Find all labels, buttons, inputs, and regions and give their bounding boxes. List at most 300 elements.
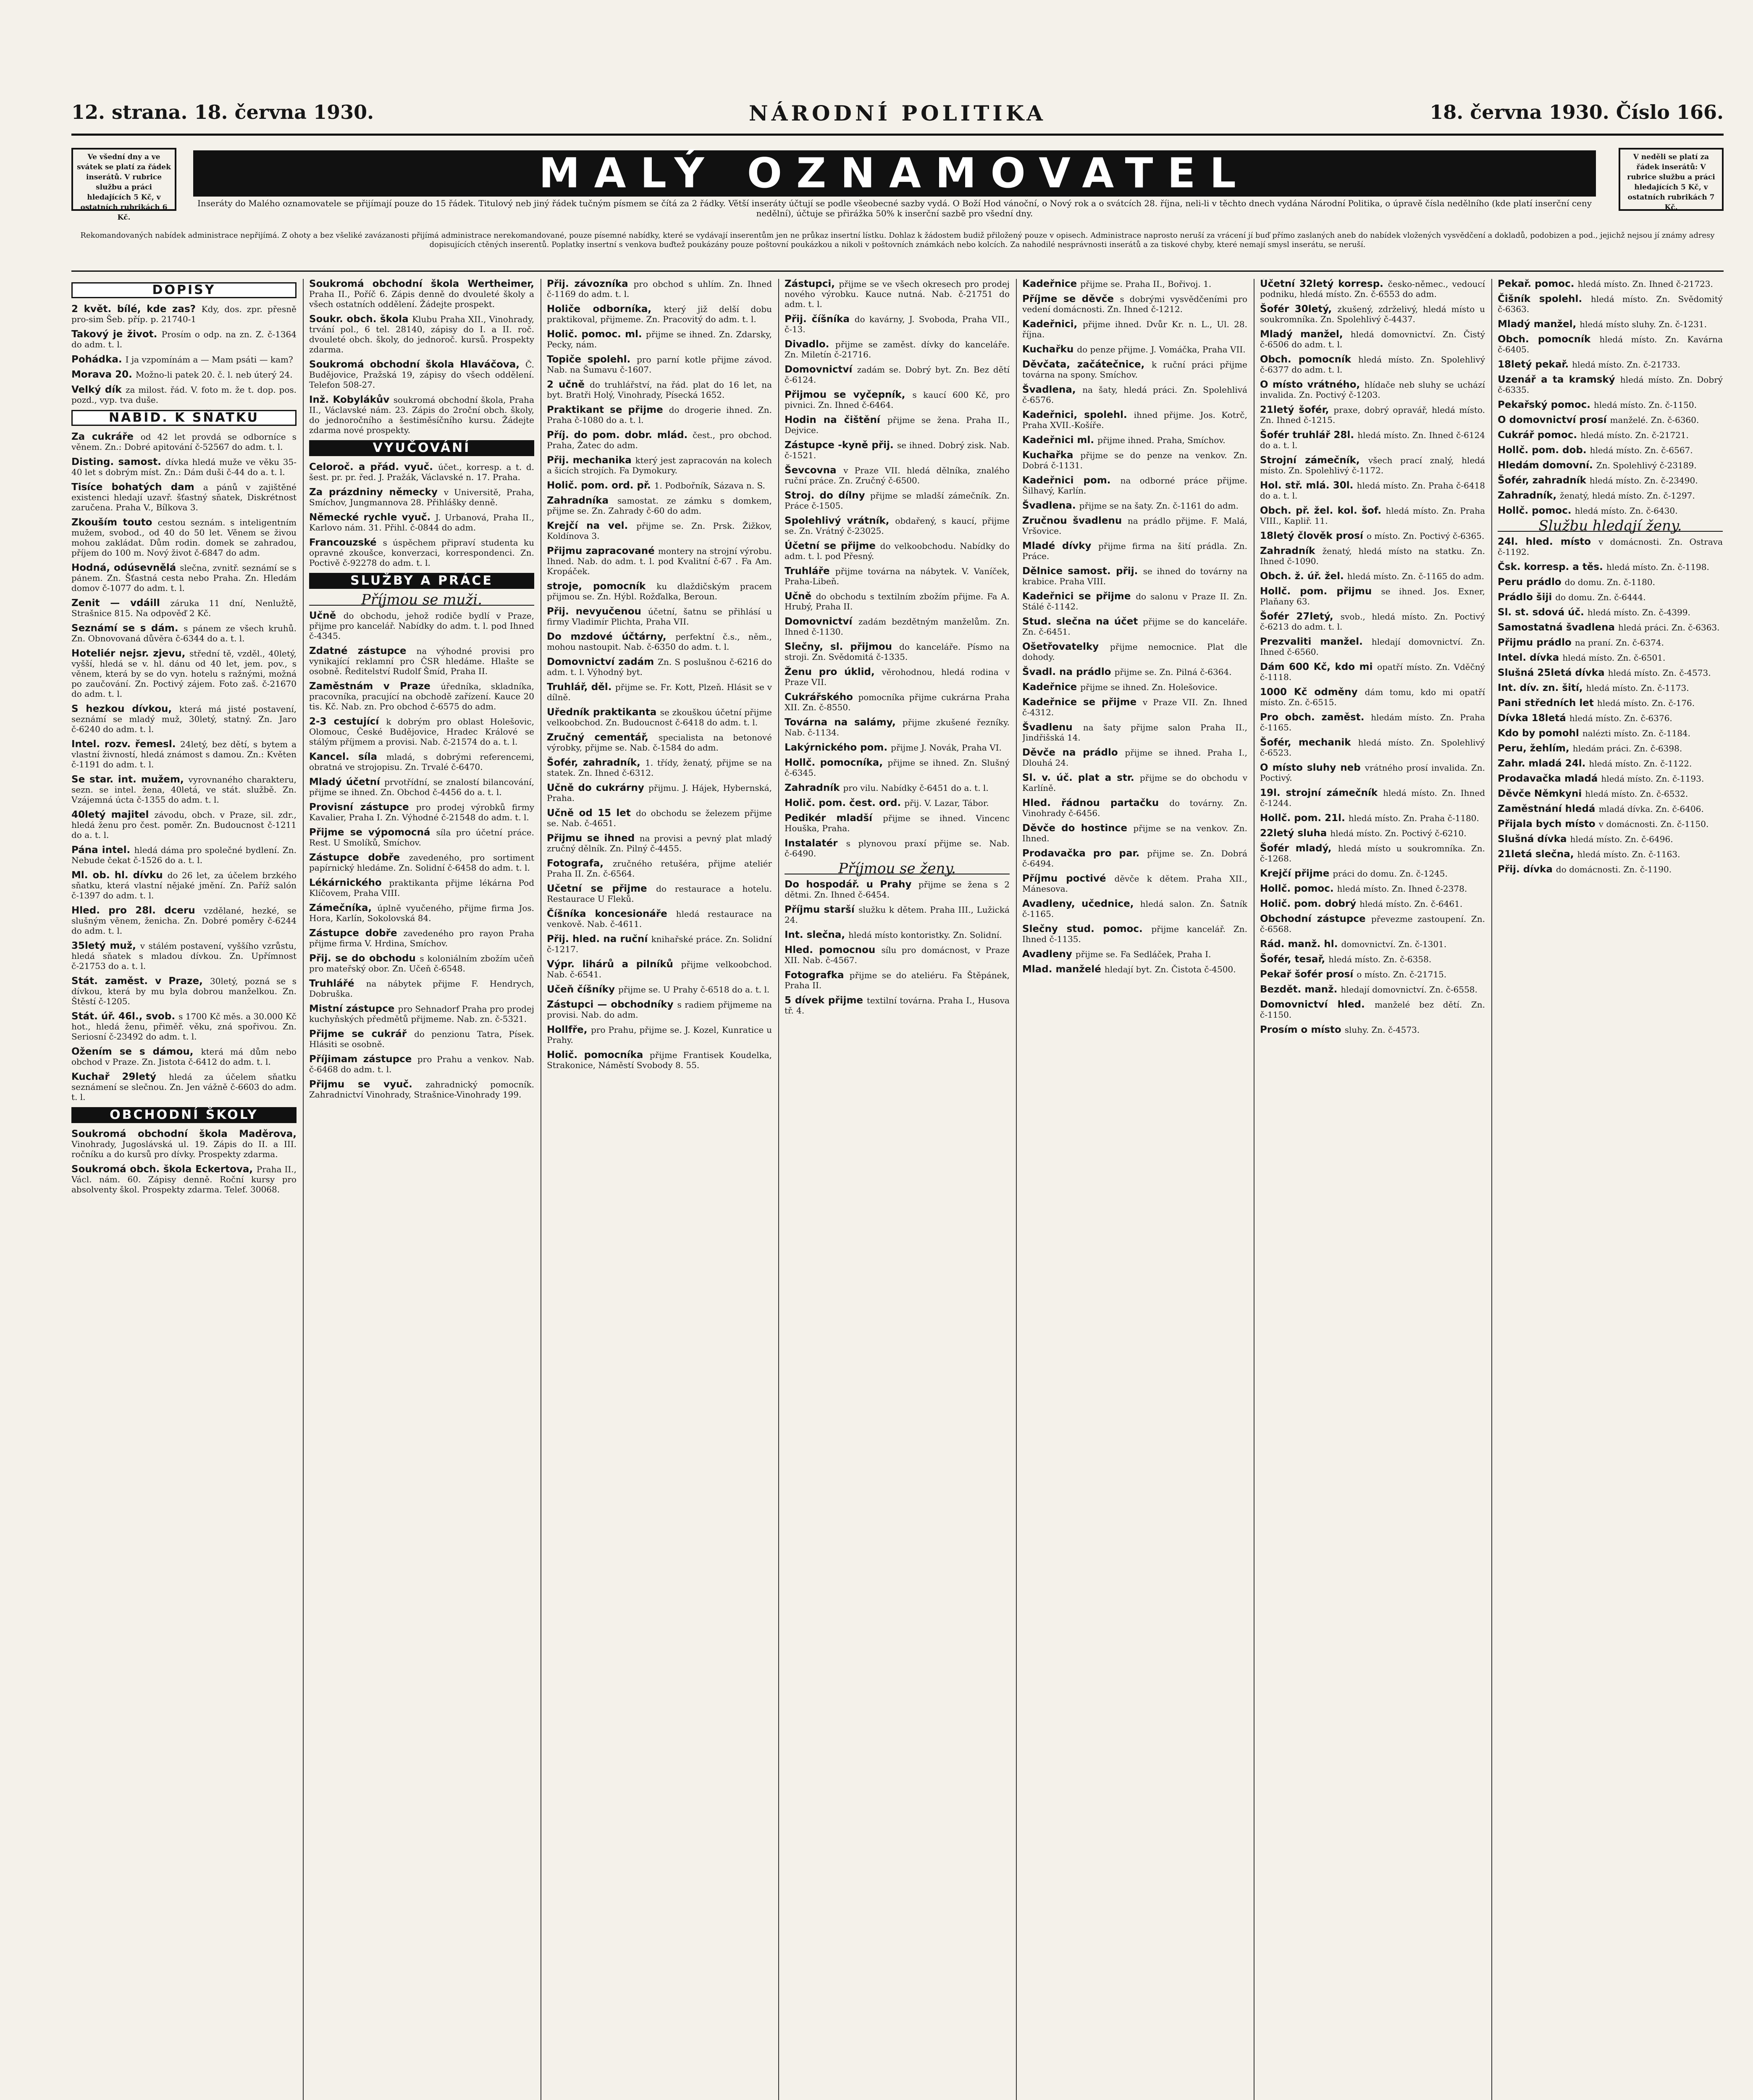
ad-headline: Soukromá obch. škola Eckertova, — [71, 1164, 257, 1175]
ad-headline: Holič. pomoc. ml. — [547, 329, 646, 340]
ad-text: úplně vyučeného, přijme firma Jos. Hora, Karlín, Sokolovská 84. — [309, 903, 534, 923]
ad-headline: Rád. manž. hl. — [1260, 939, 1341, 950]
classified-ad — [547, 1050, 772, 1070]
ad-text: vyrovnaného charakteru, sezn. se intel. žena, 40letá, ve stát. službě. Zn. Vzájemná úcta č-1355 do adm. t. l. — [71, 774, 297, 805]
ad-headline: Číšníka koncesionáře — [547, 908, 676, 919]
ad-text: hledá místo. Zn. č-6501. — [1562, 653, 1666, 663]
ad-text: hledají domovnictví. Zn. Ihned č-6560. — [1260, 637, 1485, 657]
ad-text: samostat. ze zámku s domkem, přijme se. Zn. Zahrady č-60 do adm. — [547, 496, 772, 516]
ad-text: do salonu v Praze II. Zn. Stálé č-1142. — [1022, 591, 1247, 612]
ad-headline: Praktikant se přijme — [547, 404, 669, 415]
ad-text: služku k dětem. Praha III., Lužická 24. — [785, 905, 1010, 925]
ad-text: se ihned. Jos. Exner, Plaňany 63. — [1260, 586, 1485, 606]
classified-ad — [309, 1004, 534, 1024]
classified-ad — [547, 758, 772, 778]
ad-text: hledá místo. Zn. č-6376. — [1569, 713, 1672, 723]
ad-text: zavedeného, pro sortiment papírnický hledáme. Zn. Solidní č-6458 do adm. t. l. — [309, 853, 534, 873]
ad-text: na provisi a pevný plat mladý zručný dělník. Zn. Pilný č-4455. — [547, 833, 772, 853]
classified-ad — [71, 810, 297, 840]
classified-ad — [1260, 279, 1485, 299]
classified-ad — [1498, 622, 1723, 633]
classified-ad — [1260, 969, 1485, 979]
ad-headline: Uředník praktikanta — [547, 707, 660, 718]
classified-ad — [71, 976, 297, 1006]
ad-headline: Takový je život. — [71, 329, 162, 340]
classified-ad — [785, 440, 1010, 460]
classified-ad — [1498, 375, 1723, 395]
classified-ad — [547, 304, 772, 324]
ad-headline: Domovnictví hled. — [1260, 999, 1375, 1010]
ad-text: 1. třídy, ženatý, přijme se na statek. Zn. Ihned č-6312. — [547, 758, 772, 778]
ad-headline: 1000 Kč odměny — [1260, 687, 1365, 698]
ad-text: dám tomu, kdo mi opatří místo. Zn. č-6515. — [1260, 687, 1485, 707]
classified-ad — [1022, 279, 1247, 289]
classified-ad — [309, 1079, 534, 1100]
ad-text: hledá místo. Zn. č-1173. — [1586, 683, 1689, 693]
ad-headline: Prosím o místo — [1260, 1024, 1345, 1035]
classified-ad — [71, 739, 297, 769]
ad-headline: Intel. dívka — [1498, 652, 1563, 663]
classified-ad — [547, 546, 772, 576]
classified-ad — [1022, 591, 1247, 612]
classified-ad — [1022, 798, 1247, 818]
classified-ad — [1022, 450, 1247, 470]
ad-text: ženatý, hledá místo na statku. Zn. Ihned č-1090. — [1260, 546, 1485, 566]
ad-headline: Mistní zástupce — [309, 1003, 398, 1014]
ad-text: do velkoobchodu. Nabídky do adm. t. l. pod Přesný. — [785, 541, 1010, 561]
ad-headline: Obch. pomocník — [1260, 354, 1359, 365]
ad-text: hledá místo. Zn. č-1163. — [1577, 849, 1680, 859]
ad-headline: Kadeřnice se přijme — [1022, 697, 1143, 708]
classified-ad — [1260, 662, 1485, 682]
ad-headline: Celoroč. a přád. vyuč. — [309, 462, 438, 472]
ad-text: přijme kancelář. Zn. Ihned č-1135. — [1022, 924, 1247, 944]
ad-headline: Příj. do pom. dobr. mlád. — [547, 430, 693, 441]
ad-text: zahradnický pomocník. Zahradnictví Vinohrady, Strašnice-Vinohrady 199. — [309, 1079, 534, 1100]
ad-text: do obchodu s textilním zbožím přijme. Fa A. Hrubý, Praha II. — [785, 591, 1010, 612]
ad-text: do 26 let, za účelem brzkého sňatku, která vlastní nějaké jmění. Zn. Paříž salón č-1397 do adm. t. l. — [71, 870, 297, 900]
ad-text: v Praze VII. Zn. Ihned č-4312. — [1022, 697, 1247, 717]
ad-headline: Slušná 25letá dívka — [1498, 667, 1608, 678]
ad-text: pro prodej výrobků firmy Kavalier, Praha I. Zn. Výhodné č-21548 do adm. t. l. — [309, 802, 534, 822]
classified-ad — [1498, 537, 1723, 557]
classified-column — [785, 279, 1010, 2100]
classified-ad — [1260, 899, 1485, 909]
classified-ad — [1498, 460, 1723, 470]
ad-text: a pánů v zajištěné existenci hledají uzavř. šťastný sňatek, Diskrétnost zaručena. Praha V., Bílkova 3. — [71, 482, 297, 512]
ad-text: hledá místo. Zn. č-21721. — [1580, 430, 1689, 440]
classified-ad — [1498, 562, 1723, 572]
classified-ad — [1498, 430, 1723, 440]
ad-headline: 18letý člověk prosí — [1260, 530, 1367, 541]
ad-text: přijme ihned. Praha, Smíchov. — [1097, 435, 1226, 445]
ad-text: přijme Frantisek Koudelka, Strakonice, Náměstí Svobody 8. 55. — [547, 1050, 772, 1070]
section-heading: SLUŽBY A PRÁCE — [309, 573, 534, 589]
ad-headline: Zahradník, — [1498, 490, 1560, 501]
ad-headline: Holič. pom. čest. ord. — [785, 798, 905, 808]
ad-text: hledá místo. Zn. Ihned č-1244. — [1260, 788, 1485, 808]
ad-text: 1. Podbořník, Sázava n. S. — [654, 480, 765, 491]
ad-headline: Topiče spolehl. — [547, 354, 637, 365]
ad-headline: Hollč. pomoc. — [1498, 505, 1575, 516]
classified-ad — [785, 783, 1010, 793]
classified-ad — [1498, 491, 1723, 501]
classified-ad — [1260, 939, 1485, 949]
classified-ad — [785, 692, 1010, 712]
ad-text: hledá místo. Zn. Spolehlivý č-6377 do adm. t. l. — [1260, 354, 1485, 375]
classified-column — [1260, 279, 1485, 2100]
classified-ad — [1022, 924, 1247, 944]
ad-headline: Do hospodář. u Prahy — [785, 879, 918, 890]
classified-ad — [1498, 592, 1723, 602]
classified-ad — [1498, 415, 1723, 425]
ad-text: k dobrým pro oblast Holešovic, Olomouc, České Budějovice, Hradec Králové se stálým příjmem a provisi. Nab. č-21574 do a. t. l. — [309, 717, 534, 747]
ad-text: přijme nemocnice. Plat dle dohody. — [1022, 642, 1247, 662]
classified-ad — [785, 667, 1010, 687]
classified-ad — [309, 853, 534, 873]
ad-text: hledá místo. Zn. č-6567. — [1590, 445, 1693, 455]
classified-ad — [547, 496, 772, 516]
classified-ad — [1022, 294, 1247, 314]
classified-ad — [1498, 774, 1723, 784]
ad-headline: Přij. závozníka — [547, 279, 634, 289]
classified-ad — [309, 360, 534, 390]
classified-ad — [71, 482, 297, 512]
ad-headline: Bezdět. manž. — [1260, 984, 1341, 995]
ad-headline: Zahradníka — [547, 495, 618, 506]
ad-text: přijme se na šaty. Zn. č-1161 do adm. — [1079, 501, 1239, 511]
ad-headline: Truhlář, děl. — [547, 682, 615, 693]
ad-text: do penzionu Tatra, Písek. Hlásiti se osobně. — [309, 1029, 534, 1049]
classified-ad — [309, 1029, 534, 1049]
classified-ad — [1260, 546, 1485, 566]
ad-text: hledá místo. Zn. č-6430. — [1575, 506, 1678, 516]
ad-headline: Učně od 15 let — [547, 808, 636, 819]
classified-ad — [71, 354, 297, 365]
classified-ad — [1022, 642, 1247, 662]
ad-text: soukromá obchodní škola, Praha II., Václavské nám. 23. Zápis do 2roční obch. školy, do jednoročního a šestiměsíčního kursu. Žádejte zdarma nové prospekty. — [309, 395, 534, 435]
notice-rule — [71, 270, 1724, 272]
ad-text: přijme se ihned. Praha I., Dlouhá 24. — [1022, 748, 1247, 768]
ad-headline: Účetní 32letý korresp. — [1260, 279, 1388, 289]
ad-headline: Domovnictví — [785, 364, 857, 375]
ad-headline: Ošetřovatelky — [1022, 641, 1110, 652]
ad-text: který již delší dobu praktikoval, přijmeme. Zn. Pracovitý do adm. t. l. — [547, 304, 772, 324]
classified-ad — [1022, 501, 1247, 511]
ad-text: zavedeného pro rayon Praha přijme firma V. Hrdina, Smíchov. — [309, 928, 534, 948]
ad-headline: Domovnictví zadám — [547, 656, 658, 667]
ad-text: hledá místo. Zn. č-1193. — [1601, 774, 1704, 784]
ad-text: ku dlaždičským pracem přijmou se. Zn. Hýbl. Rožďalka, Beroun. — [547, 581, 772, 601]
classified-ad — [1022, 949, 1247, 959]
classified-ad — [1260, 455, 1485, 475]
ad-text: přijme se ihned. Zn. Slušný č-6345. — [785, 758, 1010, 778]
classified-ad — [1022, 848, 1247, 869]
ad-headline: Hollč. pomocníka, — [785, 757, 888, 768]
classified-ad — [71, 304, 297, 324]
ad-headline: Morava 20. — [71, 369, 136, 380]
ad-headline: Fotografka — [785, 970, 850, 981]
ad-headline: Kadeřnici, spolehl. — [1022, 410, 1134, 420]
ad-text: přijme se ihned. Zn. Zdarsky, Pecky, nám. — [547, 329, 772, 349]
classified-ad — [1022, 541, 1247, 561]
ad-headline: Prádlo šiji — [1498, 592, 1556, 603]
ad-headline: Prezvaliti manžel. — [1260, 636, 1372, 647]
classified-ad — [1260, 843, 1485, 864]
ad-headline: Zkouším touto — [71, 517, 158, 528]
ad-text: převezme zastoupení. Zn. č-6568. — [1260, 914, 1485, 934]
ad-headline: Příjmu poctivé — [1022, 873, 1115, 884]
ad-text: vzdělané, hezké, se slušným věnem, ženicha. Zn. Dobré poměry č-6244 do adm. t. l. — [71, 906, 297, 936]
classified-ad — [309, 777, 534, 797]
ad-headline: Zručnou švadlenu — [1022, 515, 1128, 526]
classified-ad — [785, 465, 1010, 486]
ad-text: síla pro účetní práce. Rest. U Smolíků, Smíchov. — [309, 827, 534, 848]
classified-ad — [71, 1072, 297, 1102]
classified-ad — [1260, 586, 1485, 606]
classified-ad — [1260, 380, 1485, 400]
ad-headline: Zástupce dobře — [309, 852, 409, 863]
ad-text: do domácnosti. Zn. č-1190. — [1556, 864, 1672, 874]
ad-text: hledá místo. Zn. Kavárna č-6405. — [1498, 334, 1723, 354]
ad-text: přijme firma na šití prádla. Zn. Práce. — [1022, 541, 1247, 561]
ad-headline: Stát. zaměst. v Praze, — [71, 976, 210, 987]
section-heading: OBCHODNÍ ŠKOLY — [71, 1107, 297, 1123]
ad-text: Praha II., Poříč 6. Zápis denně do dvouleté školy a všech ostatních oddělení. Žádejte prospekt. — [309, 289, 534, 309]
classified-ad — [785, 813, 1010, 833]
classified-ad — [1498, 607, 1723, 617]
ad-headline: Zručný cementář, — [547, 732, 659, 743]
classified-ad — [785, 970, 1010, 990]
ad-headline: Přij. nevyučenou — [547, 606, 648, 617]
ad-headline: Slečny, sl. přijmou — [785, 641, 900, 652]
ad-headline: Hled. pomocnou — [785, 945, 882, 956]
administration-notice: Rekomandovaných nabídek administrace nepřijímá. Z ohoty a bez všeliké zavázanosti přijímá administrace nerekomandované, pouze písemné nabídky, které se vydávají inserentům jen ne průkaz insertní lístku. Dohlaz k žádostem budiž přiložený pouze v opisech. Administrace naprosto neruší za vrácení jí buď přímo zaslaných aneb do nabídek vložených vysvědčení a dokladů, podobizen a pod., jejichž nejsou jí známy adresy dopisujících ctěných inserentů. Poplatky insertní s venkova buďtež poukázány pouze poštovní poukázkou a nikoli v poštovních známkách nebo kolcích. Za nahodilé nesprávnosti inserátů a za tiskové chyby, které nemají smysl inserátu, se neruší. — [80, 231, 1715, 249]
ad-headline: Avadleny, učednice, — [1022, 898, 1140, 909]
ad-headline: Kadeřnice — [1022, 682, 1081, 693]
classified-ad — [1022, 319, 1247, 339]
classified-ad — [71, 623, 297, 643]
classified-ad — [1260, 712, 1485, 732]
ad-headline: Obch. ž. úř. žel. — [1260, 571, 1347, 582]
ad-text: hledá místo. Zn. č-23490. — [1589, 475, 1698, 486]
classified-ad — [309, 611, 534, 641]
ad-headline: Učeň číšníky — [547, 984, 619, 995]
classified-ad — [1498, 577, 1723, 587]
ad-text: textilní továrna. Praha I., Husova tř. 4. — [785, 995, 1010, 1016]
classified-ad — [1260, 788, 1485, 808]
classified-ad — [1260, 405, 1485, 425]
ad-text: která má dům nebo obchod v Praze. Zn. Jistota č-6412 do adm. t. l. — [71, 1047, 297, 1067]
ad-text: Klubu Praha XII., Vinohrady, trvání pol., 6 tel. 28140, zápisy do I. a II. roč. dvouleté obch. školy, do jednoroč. kursů. Prospekty zdarma. — [309, 314, 534, 354]
ad-text: zkušený, zdrželivý, hledá místo u soukromníka. Zn. Spolehlivý č-4437. — [1260, 304, 1485, 324]
classified-ad — [309, 462, 534, 482]
ad-headline: 19l. strojní zámečník — [1260, 788, 1383, 798]
classified-ad — [1498, 804, 1723, 814]
ad-headline: Zaměstnání hledá — [1498, 803, 1599, 814]
ad-text: zručného retušéra, přijme ateliér Praha II. Zn. č-6564. — [547, 858, 772, 879]
ad-text: s dobrými vysvědčeními pro vedení domácnosti. Zn. Ihned č-1212. — [1022, 294, 1247, 314]
ad-headline: Švadlena. — [1022, 500, 1079, 511]
ad-text: hledá místo. Zn. Svědomitý č-6363. — [1498, 294, 1723, 314]
classified-ad — [785, 516, 1010, 536]
ad-text: s 1700 Kč měs. a 30.000 Kč hot., hledá ženu, přiměř. věku, zná spořivou. Zn. Seriosní č-23492 do adm. t. l. — [71, 1011, 297, 1042]
classified-ad — [309, 752, 534, 772]
ad-text: v domácnosti. Zn. č-1150. — [1598, 819, 1709, 829]
ad-headline: Francouzské — [309, 537, 383, 548]
classified-ad — [1022, 410, 1247, 430]
classified-ad — [1022, 682, 1247, 692]
classified-ad — [1260, 329, 1485, 349]
ad-headline: Učně — [309, 610, 344, 621]
subsection-heading: Službu hledají ženy. — [1498, 521, 1723, 532]
ad-text: zadám se. Dobrý byt. Zn. Bez dětí č-6124. — [785, 365, 1010, 385]
ad-headline: Kdo by pomohl — [1498, 728, 1582, 739]
ad-headline: Zahr. mladá 24l. — [1498, 758, 1589, 769]
ad-headline: Slečny stud. pomoc. — [1022, 924, 1152, 934]
classified-ad — [1022, 823, 1247, 843]
ad-text: prvotřídní, se znalostí bilancování, přijme se ihned. Zn. Obchod č-4456 do a. t. l. — [309, 777, 534, 797]
ad-text: pomocníka přijme cukrárna Praha XII. Zn. č-8550. — [785, 692, 1010, 712]
ad-headline: Ml. ob. hl. dívku — [71, 870, 168, 881]
ad-text: hledají domovnictví. Zn. č-6558. — [1341, 984, 1477, 995]
ad-headline: Za cukráře — [71, 431, 141, 442]
ad-headline: Spolehlivý vrátník, — [785, 515, 895, 526]
classified-ad — [1022, 475, 1247, 496]
ad-text: s pánem ze všech kruhů. Zn. Obnovovaná důvěra č-6344 do a. t. l. — [71, 623, 297, 643]
ad-headline: 5 dívek přijme — [785, 995, 867, 1006]
ad-text: pro Prahu a venkov. Nab. č-6468 do adm. t. l. — [309, 1054, 534, 1074]
classified-ad — [785, 279, 1010, 309]
classified-ad — [547, 405, 772, 425]
ad-text: přijme se. Zn. Dobrá č-6494. — [1022, 848, 1247, 869]
classified-ad — [1498, 728, 1723, 738]
classified-ad — [785, 930, 1010, 940]
classified-ad — [785, 390, 1010, 410]
ad-headline: stroje, pomocník — [547, 581, 657, 592]
classified-ad — [785, 365, 1010, 385]
classified-ad — [547, 783, 772, 803]
classified-ad — [309, 681, 534, 711]
ad-headline: O místo sluhy neb — [1260, 762, 1365, 773]
ad-headline: Kuchař 29letý — [71, 1071, 169, 1082]
ad-text: přijme se zaměst. dívky do kanceláře. Zn. Miletín č-21716. — [785, 339, 1010, 360]
ad-headline: Int. dív. zn. šití, — [1498, 682, 1586, 693]
ad-headline: 2 květ. bílé, kde zas? — [71, 304, 202, 315]
classified-ad — [71, 941, 297, 971]
ad-text: přijme se. Zn. Pilná č-6364. — [1114, 667, 1232, 677]
ad-text: hledá místo. Zn. č-6358. — [1328, 954, 1432, 964]
ad-text: se ihned. Dobrý zisk. Nab. č-1521. — [785, 440, 1010, 460]
newspaper-page — [71, 101, 1724, 2100]
ad-headline: Soukromá obchodní škola Maděrova, — [71, 1129, 297, 1139]
ad-headline: Švadlenu — [1022, 722, 1083, 733]
ad-headline: Továrna na salámy, — [785, 717, 903, 728]
ad-text: na výhodné provisi pro vynikající reklamní pro ČSR hledáme. Hlašte se osobně. Ředitelství Rudolf Šmíd, Praha II. — [309, 646, 534, 676]
classified-ad — [785, 838, 1010, 858]
ad-text: ženatý, hledá místo. Zn. č-1297. — [1560, 491, 1695, 501]
ad-headline: Fotografa, — [547, 858, 613, 869]
classified-ad — [309, 538, 534, 568]
ad-text: perfektní č.s., něm., mohou nastoupit. Nab. č-6350 do adm. t. l. — [547, 632, 772, 652]
classified-ad — [785, 995, 1010, 1016]
classified-ad — [309, 878, 534, 898]
classified-ad — [1022, 435, 1247, 445]
ad-headline: Pedikér mladší — [785, 813, 883, 824]
sunday-rates-box: V neděli se platí za řádek inserátů: V rubrice službu a práci hledajících 5 Kč, v ostatních rubrikách 7 Kč. — [1619, 148, 1724, 211]
classified-ad — [309, 1054, 534, 1074]
ad-text: účet., korresp. a t. d. šest. pr. pr. řed. J. Pražák, Václavské n. 17. Praha. — [309, 462, 534, 482]
classified-ad — [1022, 722, 1247, 743]
ad-text: hledá místo. Zn. č-1198. — [1606, 562, 1709, 572]
ad-headline: Peru, žehlím, — [1498, 743, 1573, 754]
ad-text: hledá místo. Zn. Praha VIII., Kapliř. 11. — [1260, 506, 1485, 526]
ad-headline: Dám 600 Kč, kdo mi — [1260, 662, 1378, 672]
classified-ad — [1260, 612, 1485, 632]
ad-text: hledá restaurace na venkově. Nab. č-4611. — [547, 909, 772, 929]
ad-text: do penze přijme. J. Vomáčka, Praha VII. — [1077, 344, 1246, 354]
ad-headline: Šofér 30letý, — [1260, 304, 1338, 315]
ad-headline: Příjimam zástupce — [309, 1054, 417, 1065]
ad-text: přijme se mladší zámečník. Zn. Práce č-1505. — [785, 491, 1010, 511]
ad-headline: Kadeřnici, — [1022, 319, 1083, 330]
classified-ad — [785, 415, 1010, 435]
ad-headline: Přij. dívka — [1498, 864, 1556, 875]
ad-headline: S hezkou dívkou, — [71, 704, 179, 714]
classified-ad — [785, 717, 1010, 738]
ad-headline: Přij. mechanika — [547, 455, 635, 466]
ad-headline: Děvčata, začátečnice, — [1022, 359, 1152, 370]
classified-ad — [547, 581, 772, 601]
ad-text: práci do domu. Zn. č-1245. — [1333, 869, 1448, 879]
classified-ad — [71, 1047, 297, 1067]
ad-headline: Šofér, mechanik — [1260, 737, 1358, 748]
ad-text: přijme se na venkov. Zn. Ihned. — [1022, 823, 1247, 843]
classified-ad — [71, 1129, 297, 1159]
ad-headline: Hoteliér nejsr. zjevu, — [71, 648, 190, 659]
ad-headline: Divadlo. — [785, 339, 835, 350]
ad-text: k ruční práci přijme továrna na spony. Smíchov. — [1022, 360, 1247, 380]
classified-ad — [309, 279, 534, 309]
issue-number: 18. června 1930. Číslo 166. — [1430, 101, 1724, 123]
ad-headline: Kancel. síla — [309, 751, 386, 762]
ad-headline: Int. slečna, — [785, 929, 849, 940]
ad-headline: Kadeřnici ml. — [1022, 435, 1098, 446]
ad-headline: Instalatér — [785, 838, 846, 849]
ad-headline: Stát. úř. 46l., svob. — [71, 1011, 179, 1022]
weekday-rates-box: Ve všední dny a ve svátek se platí za řádek inserátů. V rubrice službu a práci hledajících 5 Kč, v ostatních rubrikách 6 Kč. — [71, 148, 176, 211]
ad-text: vrátného prosí invalida. Zn. Poctivý. — [1260, 763, 1485, 783]
ad-text: domovnictví. Zn. č-1301. — [1341, 939, 1447, 949]
classified-ad — [785, 491, 1010, 511]
ad-headline: Stroj. do dílny — [785, 490, 870, 501]
ad-text: děvče k dětem. Praha XII., Mánesova. — [1022, 874, 1247, 894]
ad-headline: Obch. pomocník — [1498, 334, 1600, 345]
ad-headline: Se star. int. mužem, — [71, 774, 189, 785]
ad-headline: Intel. rozv. řemesl. — [71, 739, 181, 750]
ad-headline: Hollč. pomoc. — [1260, 883, 1337, 894]
ad-text: sluhy. Zn. č-4573. — [1344, 1025, 1420, 1035]
ad-headline: Pekař. pomoc. — [1498, 279, 1578, 289]
ad-text: dívka hledá muže ve věku 35-40 let s dobrým míst. Zn.: Dám duši č-44 do a. t. l. — [71, 457, 297, 477]
ad-headline: Hledám domovní. — [1498, 460, 1596, 471]
ad-headline: Ženu pro úklid, — [785, 667, 882, 677]
ad-text: do továrny. Zn. Vinohrady č-6456. — [1022, 798, 1247, 818]
subsection-heading: Příjmou se muži. — [309, 595, 534, 606]
classified-ad — [1260, 884, 1485, 894]
section-banner: MALÝ OZNAMOVATEL — [193, 150, 1596, 197]
ad-text: hledá místo u soukromníka. Zn. č-1268. — [1260, 843, 1485, 864]
